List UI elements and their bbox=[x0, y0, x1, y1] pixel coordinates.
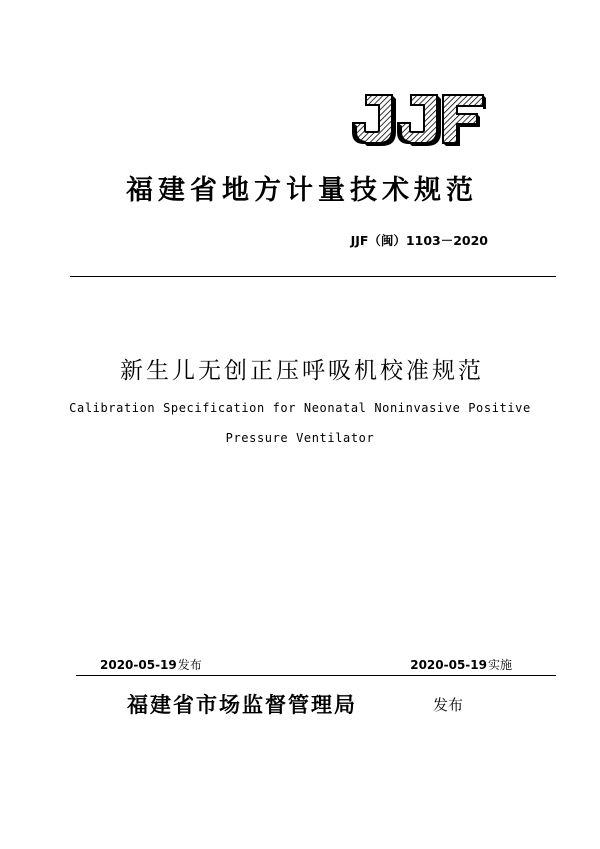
document-number: JJF（闽）1103－2020 bbox=[350, 233, 488, 248]
effective-date-value: 2020-05-19 bbox=[410, 658, 487, 672]
document-title-en-line1: Calibration Specification for Neonatal Noninvasive Positive bbox=[69, 401, 531, 415]
jjf-logo-graphic bbox=[352, 92, 486, 146]
effective-label: 实施 bbox=[487, 658, 512, 672]
issue-date bbox=[100, 656, 202, 673]
issue-label: 发布 bbox=[177, 658, 202, 672]
effective-date bbox=[410, 656, 512, 673]
issuing-authority-suffix: 发布 bbox=[433, 696, 464, 714]
top-divider bbox=[70, 276, 556, 277]
document-title-en-line2: Pressure Ventilator bbox=[225, 431, 375, 445]
issue-date-value: 2020-05-19 bbox=[100, 658, 177, 672]
jjf-logo bbox=[352, 92, 486, 146]
document-title-zh: 新生儿无创正压呼吸机校准规范 bbox=[120, 358, 484, 384]
series-title: 福建省地方计量技术规范 bbox=[126, 175, 478, 206]
bottom-divider bbox=[76, 675, 556, 676]
issuing-authority: 福建省市场监督管理局 bbox=[127, 692, 357, 717]
